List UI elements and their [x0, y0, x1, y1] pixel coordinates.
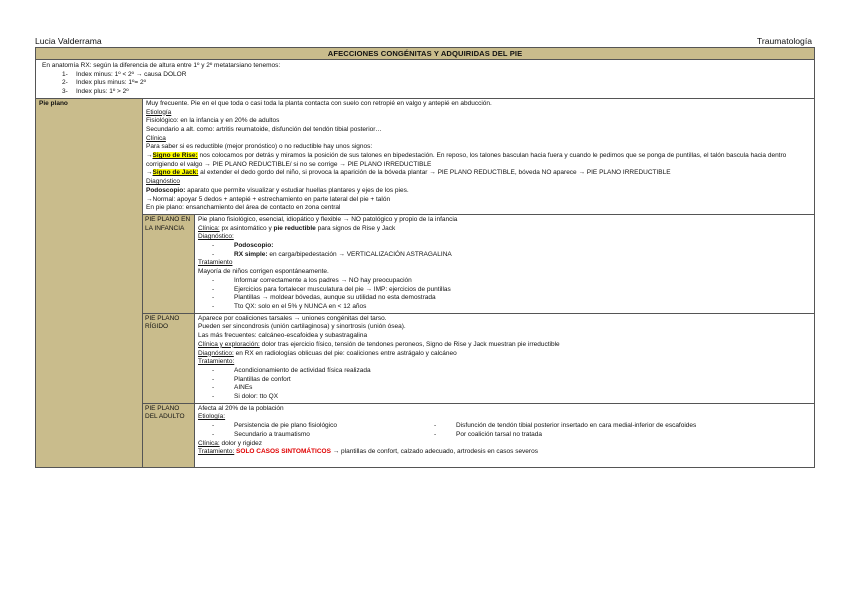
signo-rise: →Signo de Rise: nos colocamos por detrás y miramos la posición de sus talones en bipedestación. En reposo, los talones basculan hacia fuera y cuando le pedimos que se ponga de puntillas, el talón bascula hacia dentro corrigiendo el valgo → PIE PLANO REDUCTIBLE/ si no se corrige → PIE PLANO IRREDUCTIBLE	[146, 152, 787, 168]
table-row-pie-plano	[36, 99, 814, 467]
subject-name: Traumatología	[756, 36, 812, 46]
list-item: 3- Index plus: 1º > 2º	[62, 88, 129, 96]
etiologia-columns	[198, 422, 811, 439]
list-item: - Si dolor: tto QX	[212, 393, 279, 401]
list-item: - Plantillas de confort	[212, 375, 291, 383]
table-row-rigido: PIE PLANO RÍGIDO Aparece por coaliciones tarsales → uniones congénitas del tarso. Pueden ser sincondrosis (unión cartilaginosa) y sinortrosis (unión ósea). Las más frecuentes: calcáneo-escafoidea y subastragalina Clínica y exploración: dolor tras ejercicio físico, tensión de tendones peroneos, Signo de Rise y Jack muestran pie irreductible Diagnóstico: en RX en radiologías oblicuas del pie: coaliciones entre astrágalo y calcáneo Tratamiento: - Acondicionamiento de actividad física realizada - Plantillas de confort - AINEs - Si dolor: tto QX	[143, 313, 814, 403]
author-name: Lucia Valderrama	[35, 36, 102, 46]
list-item: - Informar correctamente a los padres → NO hay preocupación	[212, 276, 412, 284]
list-item: - Acondicionamiento de actividad física realizada	[212, 366, 371, 374]
signo-jack: →Signo de Jack: al extender el dedo gordo del niño, si provoca la aparición de la bóveda plantar → PIE PLANO REDUCTIBLE, bóveda NO aparece → PIE PLANO IRREDUCTIBLE	[146, 169, 671, 177]
list-item: - Podoscopio:	[212, 242, 274, 250]
page-title: AFECCIONES CONGÉNITAS Y ADQUIRIDAS DEL PIE	[36, 48, 814, 60]
row-label-rigido: PIE PLANO RÍGIDO	[143, 314, 195, 403]
list-item: - RX simple: en carga/bipedestación → VERTICALIZACIÓN ASTRAGALINA	[212, 250, 452, 258]
podoscopio: Podoscopio: aparato que permite visualizar y estudiar huellas plantares y ejes de los pies.	[146, 186, 409, 194]
table-row-adulto: PIE PLANO DEL ADULTO Afecta al 20% de la población Etiología: - Persistencia de pie plano fisiológico - Secundario a traumatismo - Disfunción de tendón tibial posterior insertado en cara medial-inferior de escafoides - Por coalición tarsal no tratada Clínica: dolor y rigidez Tratamiento: SOLO CASOS SINTOMÁTICOS → plantillas de confort, calzado adecuado, artrodesis en casos severos	[143, 403, 814, 467]
intro-line: En anatomía RX: según la diferencia de altura entre 1º y 2º metatarsiano tenemos:	[42, 62, 281, 69]
list-item: - Disfunción de tendón tibial posterior insertado en cara medial-inferior de escafoides	[434, 422, 697, 430]
summary-table	[35, 47, 815, 468]
list-item: - Ejercicios para fortalecer musculatura del pie → IMP: ejercicios de puntillas	[212, 285, 451, 293]
list-item: - Persistencia de pie plano fisiológico	[212, 422, 337, 430]
row-label-pie-plano: Pie plano	[36, 99, 143, 467]
list-item: - Plantillas → moldear bóvedas, aunque su utilidad no esta demostrada	[212, 294, 436, 302]
list-item: - Tto QX: solo en el 5% y NUNCA en < 12 años	[212, 302, 367, 310]
pie-plano-general: Muy frecuente. Pie en el que toda o casi toda la planta contacta con suelo con retropié en valgo y antepié en abducción. Etiología Fisiológico: en la infancia y en 20% de adultos Secundario a alt. como: artritis reumatoide, disfunción del tendón tibial posterior… Clínica Para saber si es reductible (mejor pronóstico) o no reductible hay unos signos: →Signo de Rise: nos colocamos por detrás y miramos la posición de sus talones en bipedestación. En reposo, los talones basculan hacia fuera y cuando le pedimos que se ponga de puntillas, el talón bascula hacia dentro corrigiendo el valgo → PIE PLANO REDUCTIBLE/ si no se corrige → PIE PLANO IRREDUCTIBLE →Signo de Jack: al extender el dedo gordo del niño, si provoca la aparición de la bóveda plantar → PIE PLANO REDUCTIBLE, bóveda NO aparece → PIE PLANO IRREDUCTIBLE Diagnóstico Podoscopio: aparato que permite visualizar y estudiar huellas plantares y ejes de los pies. →Normal: apoyar 5 dedos + antepié + estrechamiento en parte lateral del pie + talón En pie plano: ensanchamiento del área de contacto en zona central	[143, 99, 814, 214]
row-label-infancia: PIE PLANO EN LA INFANCIA	[143, 215, 195, 313]
list-item: 1- Index minus: 1º < 2º → causa DOLOR	[62, 70, 187, 78]
intro-section	[36, 60, 814, 99]
list-item: 2- Index plus minus: 1º= 2º	[62, 79, 146, 87]
row-label-adulto: PIE PLANO DEL ADULTO	[143, 404, 195, 467]
list-item: - Por coalición tarsal no tratada	[434, 430, 542, 438]
list-item: - AINEs	[212, 384, 253, 392]
table-row-infancia: PIE PLANO EN LA INFANCIA Pie plano fisiológico, esencial, idiopático y flexible → NO patológico y propio de la infancia Clínica: px asintomático y pie reductible para signos de Rise y Jack Diagnóstico: - Podoscopio: - RX simple: en carga/bipedestación → VERTICALIZACIÓN ASTRAGALINA Tratamiento Mayoría de niños corrigen espontáneamente. - Informar correctamente a los padres → NO hay preocupación - Ejercicios para fortalecer musculatura del pie → IMP: ejercicios de puntillas - Plantillas → moldear bóvedas, aunque su utilidad no esta demostrada - Tto QX: solo en el 5% y NUNCA en < 12 años	[143, 214, 814, 313]
list-item: - Secundario a traumatismo	[212, 430, 310, 438]
